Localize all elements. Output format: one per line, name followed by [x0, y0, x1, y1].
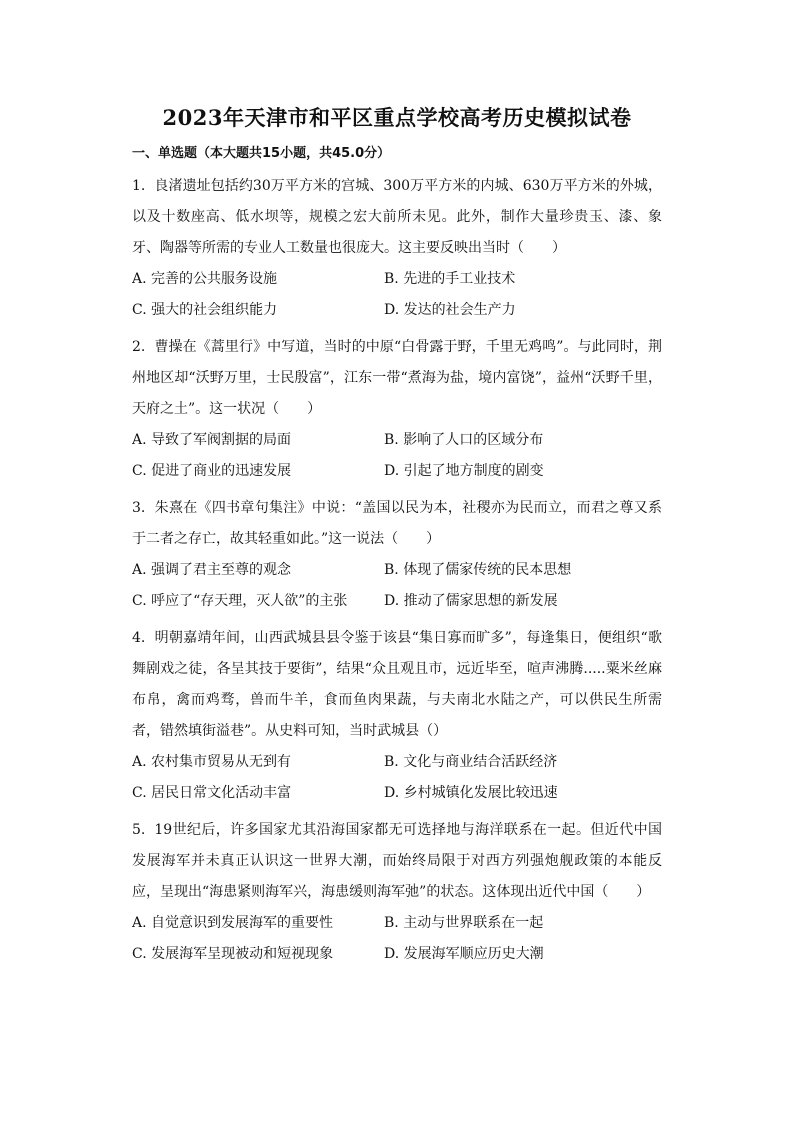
option-b: B. 先进的手工业技术: [384, 271, 516, 287]
option-b: B. 文化与商业结合活跃经济: [384, 754, 558, 770]
option-b: B. 体现了儒家传统的民本思想: [384, 562, 572, 578]
option-c: C. 促进了商业的迅速发展: [132, 463, 292, 479]
question-text: [132, 332, 662, 425]
option-a: A. 农村集市贸易从无到有: [132, 754, 292, 770]
question-number: 3.: [132, 500, 146, 516]
question-number: 2.: [132, 339, 146, 355]
option-a: A. 自觉意识到发展海军的重要性: [132, 915, 334, 931]
option-c: C. 发展海军呈现被动和短视现象: [132, 946, 334, 962]
question-5: [132, 815, 662, 970]
section-heading: 一、单选题（本大题共15小题，共45.0分）: [132, 146, 391, 161]
option-d: D. 发展海军顺应历史大潮: [384, 946, 544, 962]
option-d: D. 引起了地方制度的剧变: [384, 463, 544, 479]
options: [132, 908, 662, 970]
question-stem: 明朝嘉靖年间，山西武城县县令鉴于该县“集日寡而旷多”，每逢集日，便组织“歌舞剧戏之徒，各呈其技于要街”，结果“众且观且市，远近毕至，喧声沸腾.....粟米丝麻布帛，禽而鸡骛，兽而牛羊，食而鱼肉果蔬，与夫南北水陆之产，可以供民生所需者，错然填街溢巷”。从史料可知，当时武城县（）: [132, 630, 662, 739]
question-stem: 19世纪后，许多国家尤其沿海国家都无可选择地与海洋联系在一起。但近代中国发展海军并未真正认识这一世界大潮，而始终局限于对西方列强炮舰政策的本能反应，呈现出“海患紧则海军兴，海患缓则海军弛”的状态。这体现出近代中国（ ）: [132, 822, 662, 900]
options: [132, 264, 662, 326]
options: [132, 555, 662, 617]
exam-title: 2023年天津市和平区重点学校高考历史模拟试卷: [162, 105, 632, 130]
question-4: [132, 623, 662, 809]
question-number: 4.: [132, 630, 146, 646]
question-text: [132, 493, 662, 555]
question-3: [132, 493, 662, 617]
question-1: [132, 171, 662, 326]
option-a: A. 导致了军阀割据的局面: [132, 432, 292, 448]
question-text: [132, 623, 662, 747]
option-d: D. 推动了儒家思想的新发展: [384, 593, 558, 609]
option-d: D. 发达的社会生产力: [384, 302, 516, 318]
option-b: B. 主动与世界联系在一起: [384, 915, 544, 931]
option-a: A. 完善的公共服务设施: [132, 271, 278, 287]
question-2: [132, 332, 662, 487]
question-stem: 良渚遗址包括约30万平方米的宫城、300万平方米的内城、630万平方米的外城，以及十数座高、低水坝等，规模之宏大前所未见。此外，制作大量珍贵玉、漆、象牙、陶器等所需的专业人工数量也很庞大。这主要反映出当时（ ）: [132, 178, 662, 256]
option-c: C. 居民日常文化活动丰富: [132, 785, 292, 801]
option-c: C. 呼应了“存天理，灭人欲”的主张: [132, 593, 348, 609]
options: [132, 425, 662, 487]
options: [132, 747, 662, 809]
question-number: 1.: [132, 178, 146, 194]
question-stem: 朱熹在《四书章句集注》中说：“盖国以民为本，社稷亦为民而立，而君之尊又系于二者之存亡，故其轻重如此。”这一说法（ ）: [132, 500, 662, 547]
question-number: 5.: [132, 822, 146, 838]
option-c: C. 强大的社会组织能力: [132, 302, 278, 318]
question-stem: 曹操在《蒿里行》中写道，当时的中原“白骨露于野，千里无鸡鸣”。与此同时，荆州地区却“沃野万里，士民殷富”，江东一带“煮海为盐，境内富饶”，益州“沃野千里，天府之土”。这一状况（ ）: [132, 339, 662, 417]
question-text: [132, 815, 662, 908]
option-d: D. 乡村城镇化发展比较迅速: [384, 785, 558, 801]
option-a: A. 强调了君主至尊的观念: [132, 562, 292, 578]
question-text: [132, 171, 662, 264]
option-b: B. 影响了人口的区域分布: [384, 432, 544, 448]
